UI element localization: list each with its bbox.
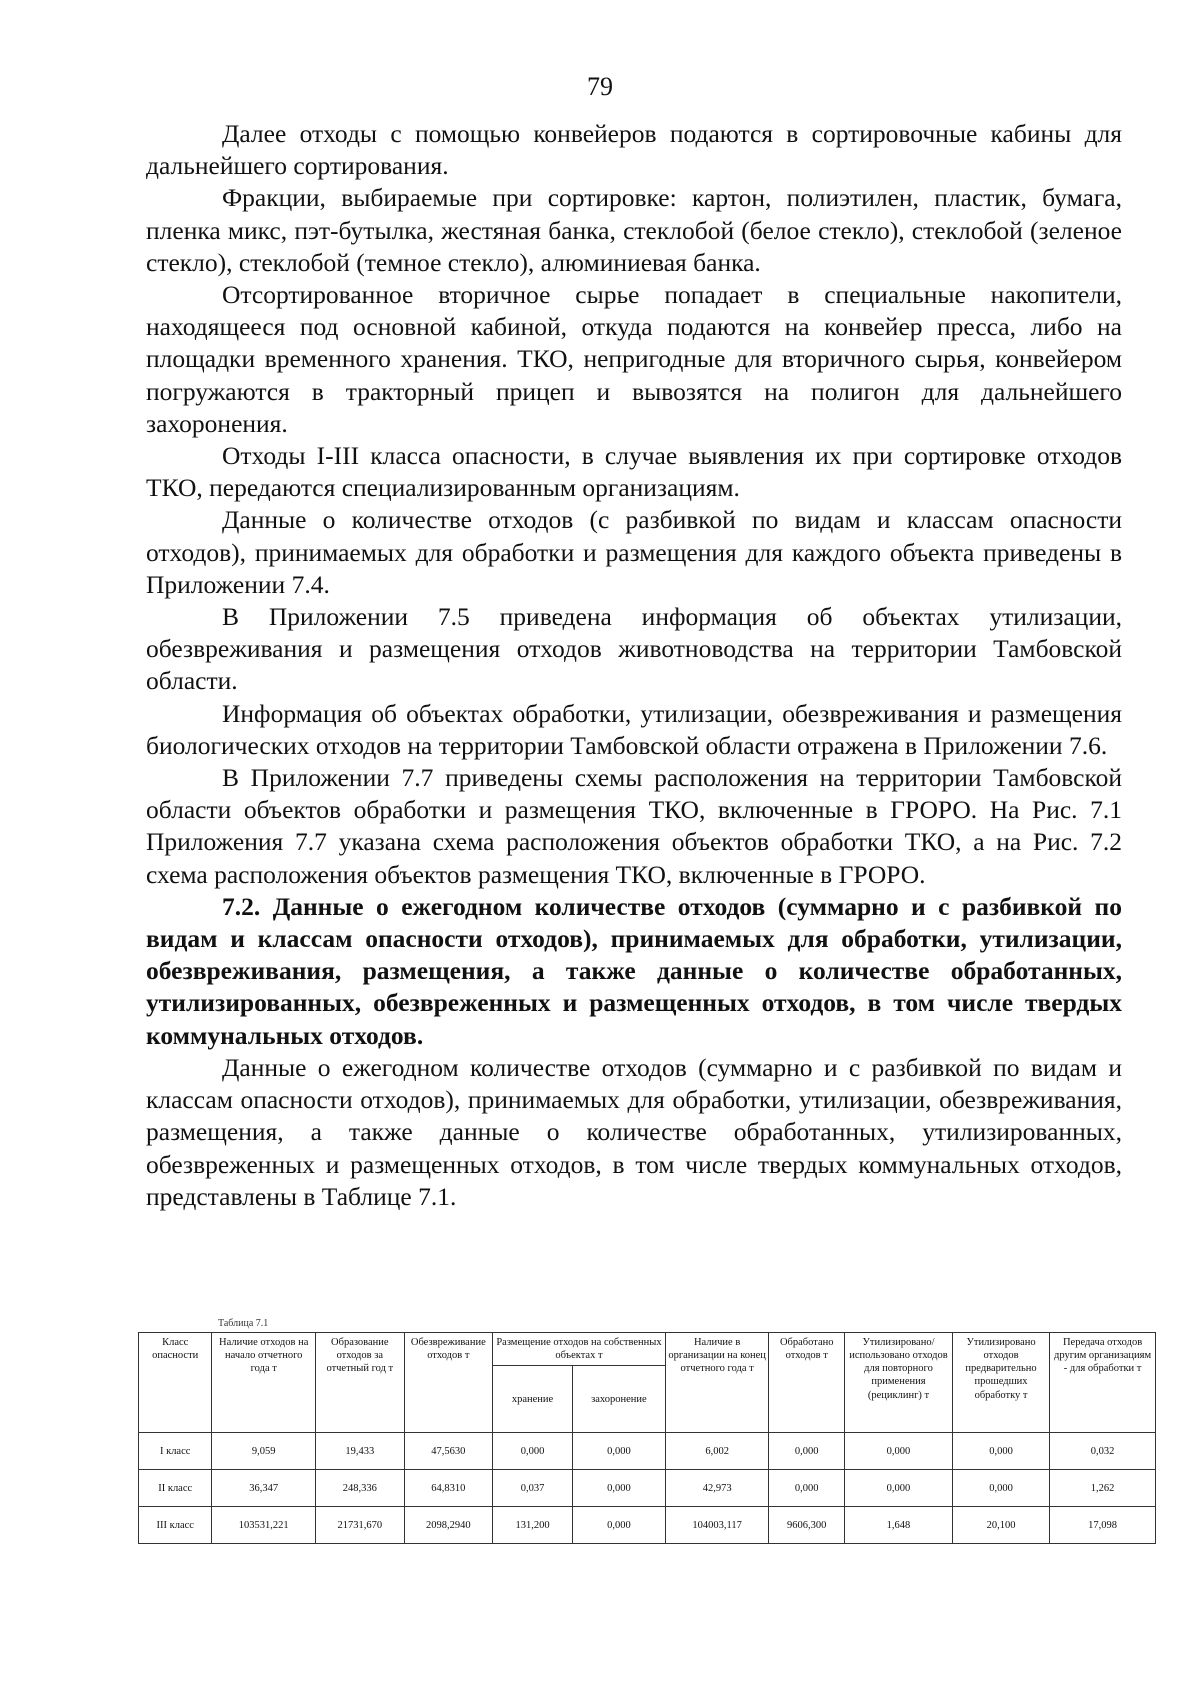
- table-row: [139, 1470, 1156, 1507]
- table-cell: 0,000: [572, 1507, 665, 1544]
- table-cell: I класс: [139, 1433, 212, 1470]
- table-cell: 0,000: [952, 1470, 1049, 1507]
- paragraph-4: Отходы I-III класса опасности, в случае выявления их при сортировке отходов ТКО, передаются специализированным организациям.: [146, 441, 1122, 503]
- table-cell: 20,100: [952, 1507, 1049, 1544]
- table-cell: 0,000: [769, 1470, 845, 1507]
- table-cell: 64,8310: [404, 1470, 493, 1507]
- paragraph-6: В Приложении 7.5 приведена информация об объектах утилизации, обезвреживания и размещения отходов животноводства на территории Тамбовской области.: [146, 602, 1122, 696]
- header-class: Класс опасности: [139, 1333, 212, 1433]
- closing-paragraph: Данные о ежегодном количестве отходов (суммарно и с разбивкой по видам и классам опасности отходов), принимаемых для обработки, утилизации, обезвреживания, размещения, а также данные о количестве обработанных, утилизированных, обезвреженных и размещенных отходов, в том числе твердых коммунальных отходов, представлены в Таблице 7.1.: [146, 1052, 1122, 1211]
- table-cell: 248,336: [316, 1470, 405, 1507]
- paragraph-1: Далее отходы с помощью конвейеров подаются в сортировочные кабины для дальнейшего сортирования.: [146, 119, 1122, 181]
- table-row: [139, 1507, 1156, 1544]
- table-cell: 6,002: [665, 1433, 769, 1470]
- header-storage: хранение: [493, 1366, 573, 1433]
- table-cell: 0,000: [572, 1470, 665, 1507]
- table-cell: 0,037: [493, 1470, 573, 1507]
- table-caption: Таблица 7.1: [218, 1318, 269, 1329]
- paragraph-2: Фракции, выбираемые при сортировке: картон, полиэтилен, пластик, бумага, пленка микс, пэт-бутылка, жестяная банка, стеклобой (белое стекло), стеклобой (зеленое стекло), стеклобой (темное стекло), алюминиевая банка.: [146, 183, 1122, 277]
- table-cell: 0,000: [845, 1470, 953, 1507]
- table-cell: 104003,117: [665, 1507, 769, 1544]
- table-cell: 0,000: [769, 1433, 845, 1470]
- document-body: [146, 118, 1122, 1213]
- table-cell: 0,000: [572, 1433, 665, 1470]
- table-cell: 103531,221: [212, 1507, 316, 1544]
- table-cell: 1,648: [845, 1507, 953, 1544]
- table-cell: II класс: [139, 1470, 212, 1507]
- table-cell: 0,000: [952, 1433, 1049, 1470]
- header-utilized-pre: Утилизировано отходов предварительно прошедших обработку т: [952, 1333, 1049, 1433]
- table-cell: 1,262: [1050, 1470, 1156, 1507]
- table-cell: 0,000: [845, 1433, 953, 1470]
- waste-table-container: [138, 1318, 1156, 1544]
- paragraph-5: Данные о количестве отходов (с разбивкой по видам и классам опасности отходов), принимаемых для обработки и размещения для каждого объекта приведены в Приложении 7.4.: [146, 505, 1122, 599]
- table-cell: 42,973: [665, 1470, 769, 1507]
- header-utilized-reuse: Утилизировано/ использовано отходов для повторного применения (рециклинг) т: [845, 1333, 953, 1433]
- table-cell: 9,059: [212, 1433, 316, 1470]
- table-cell: 0,000: [493, 1433, 573, 1470]
- table-cell: 9606,300: [769, 1507, 845, 1544]
- header-neutralized: Обезвреживание отходов т: [404, 1333, 493, 1433]
- header-formed: Образование отходов за отчетный год т: [316, 1333, 405, 1433]
- header-processed: Обработано отходов т: [769, 1333, 845, 1433]
- paragraph-3: Отсортированное вторичное сырье попадает в специальные накопители, находящееся под основной кабиной, откуда подаются на конвейер пресса, либо на площадки временного хранения. ТКО, непригодные для вторичного сырья, конвейером погружаются в тракторный прицеп и вывозятся на полигон для дальнейшего захоронения.: [146, 280, 1122, 438]
- table-cell: 2098,2940: [404, 1507, 493, 1544]
- table-row: [139, 1433, 1156, 1470]
- table-cell: 36,347: [212, 1470, 316, 1507]
- table-cell: III класс: [139, 1507, 212, 1544]
- header-start: Наличие отходов на начало отчетного года т: [212, 1333, 316, 1433]
- header-transferred: Передача отходов другим организациям - для обработки т: [1050, 1333, 1156, 1433]
- table-cell: 47,5630: [404, 1433, 493, 1470]
- paragraph-7: Информация об объектах обработки, утилизации, обезвреживания и размещения биологических отходов на территории Тамбовской области отражена в Приложении 7.6.: [146, 698, 1122, 760]
- table-cell: 21731,670: [316, 1507, 405, 1544]
- header-placement: Размещение отходов на собственных объектах т: [493, 1333, 666, 1366]
- table-cell: 0,032: [1050, 1433, 1156, 1470]
- header-end: Наличие в организации на конец отчетного года т: [665, 1333, 769, 1433]
- waste-table: [138, 1332, 1156, 1544]
- section-heading: 7.2. Данные о ежегодном количестве отходов (суммарно и с разбивкой по видам и классам опасности отходов), принимаемых для обработки, утилизации, обезвреживания, размещения, а также данные о количестве обработанных, утилизированных, обезвреженных и размещенных отходов, в том числе твердых коммунальных отходов.: [146, 891, 1122, 1050]
- table-cell: 131,200: [493, 1507, 573, 1544]
- header-burial: захоронение: [572, 1366, 665, 1433]
- paragraph-8: В Приложении 7.7 приведены схемы расположения на территории Тамбовской области объектов обработки и размещения ТКО, включенные в ГРОРО. На Рис. 7.1 Приложения 7.7 указана схема расположения объектов обработки ТКО, а на Рис. 7.2 схема расположения объектов размещения ТКО, включенные в ГРОРО.: [146, 763, 1122, 889]
- table-cell: 17,098: [1050, 1507, 1156, 1544]
- table-cell: 19,433: [316, 1433, 405, 1470]
- page-number: 79: [587, 72, 613, 101]
